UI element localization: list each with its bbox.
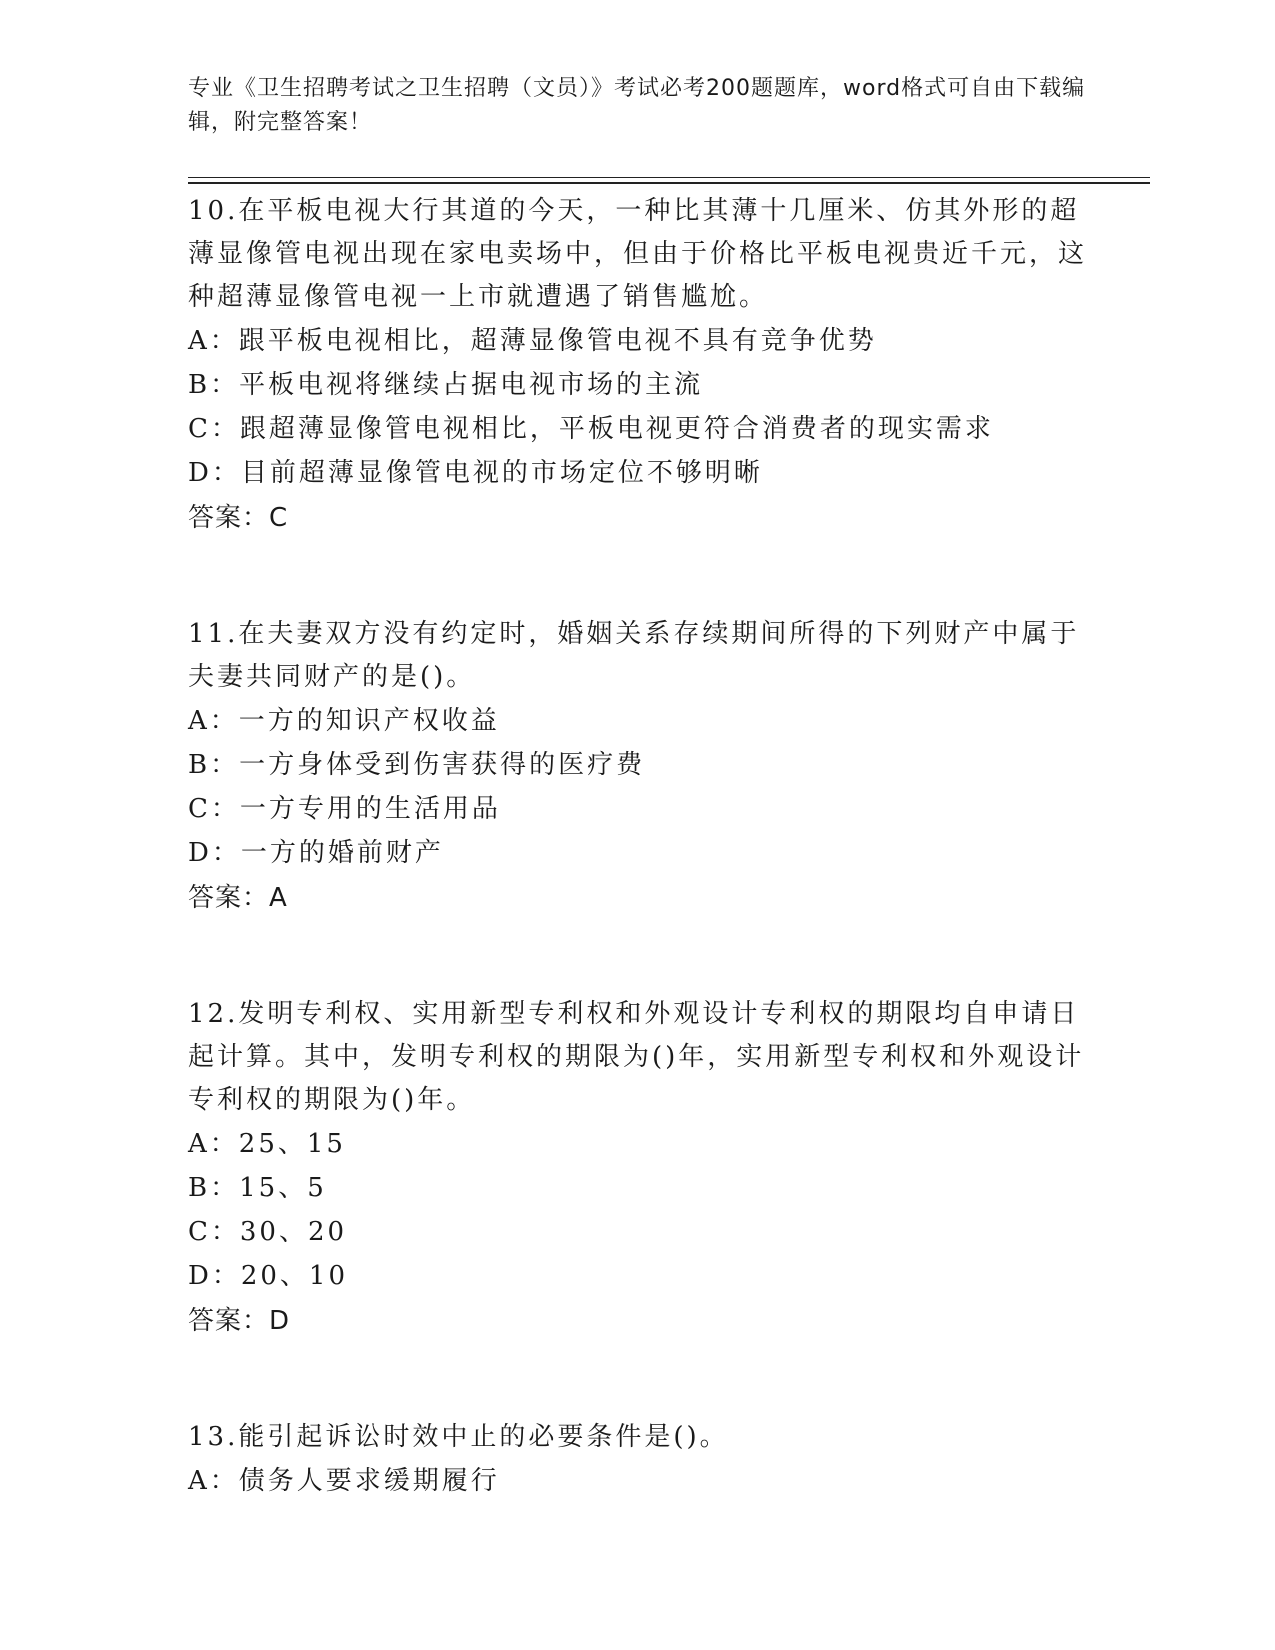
- option-d: D：一方的婚前财产: [188, 838, 444, 868]
- option-a: A：一方的知识产权收益: [188, 706, 500, 736]
- question-12: [188, 993, 1088, 1344]
- question-stem: 10.在平板电视大行其道的今天，一种比其薄十几厘米、仿其外形的超薄显像管电视出现在家电卖场中，但由于价格比平板电视贵近千元，这种超薄显像管电视一上市就遭遇了销售尴尬。: [188, 196, 1088, 312]
- option-b: B：15、5: [188, 1173, 327, 1203]
- option-d: D：20、10: [188, 1261, 349, 1291]
- option-a: A：债务人要求缓期履行: [188, 1466, 500, 1496]
- answer: 答案：C: [188, 503, 289, 533]
- option-d: D：目前超薄显像管电视的市场定位不够明晰: [188, 458, 763, 488]
- option-b: B：平板电视将继续占据电视市场的主流: [188, 370, 704, 400]
- option-c: C：跟超薄显像管电视相比，平板电视更符合消费者的现实需求: [188, 414, 994, 444]
- question-stem: 12.发明专利权、实用新型专利权和外观设计专利权的期限均自申请日起计算。其中，发明专利权的期限为()年，实用新型专利权和外观设计专利权的期限为()年。: [188, 999, 1085, 1115]
- question-list: [188, 190, 1088, 1503]
- question-stem: 13.能引起诉讼时效中止的必要条件是()。: [188, 1422, 729, 1452]
- option-c: C：一方专用的生活用品: [188, 794, 501, 824]
- option-a: A：25、15: [188, 1129, 346, 1159]
- option-a: A：跟平板电视相比，超薄显像管电视不具有竞争优势: [188, 326, 877, 356]
- question-11: [188, 613, 1088, 921]
- option-b: B：一方身体受到伤害获得的医疗费: [188, 750, 646, 780]
- option-c: C：30、20: [188, 1217, 348, 1247]
- header-rule-thick: [188, 182, 1150, 184]
- answer: 答案：A: [188, 883, 288, 913]
- question-stem: 11.在夫妻双方没有约定时，婚姻关系存续期间所得的下列财产中属于夫妻共同财产的是()。: [188, 619, 1080, 692]
- answer: 答案：D: [188, 1306, 291, 1336]
- header-rule-thin: [188, 177, 1150, 178]
- question-13: [188, 1416, 1088, 1503]
- document-header: 专业《卫生招聘考试之卫生招聘（文员）》考试必考200题题库，word格式可自由下载编辑，附完整答案！: [188, 76, 1086, 135]
- question-10: [188, 190, 1088, 541]
